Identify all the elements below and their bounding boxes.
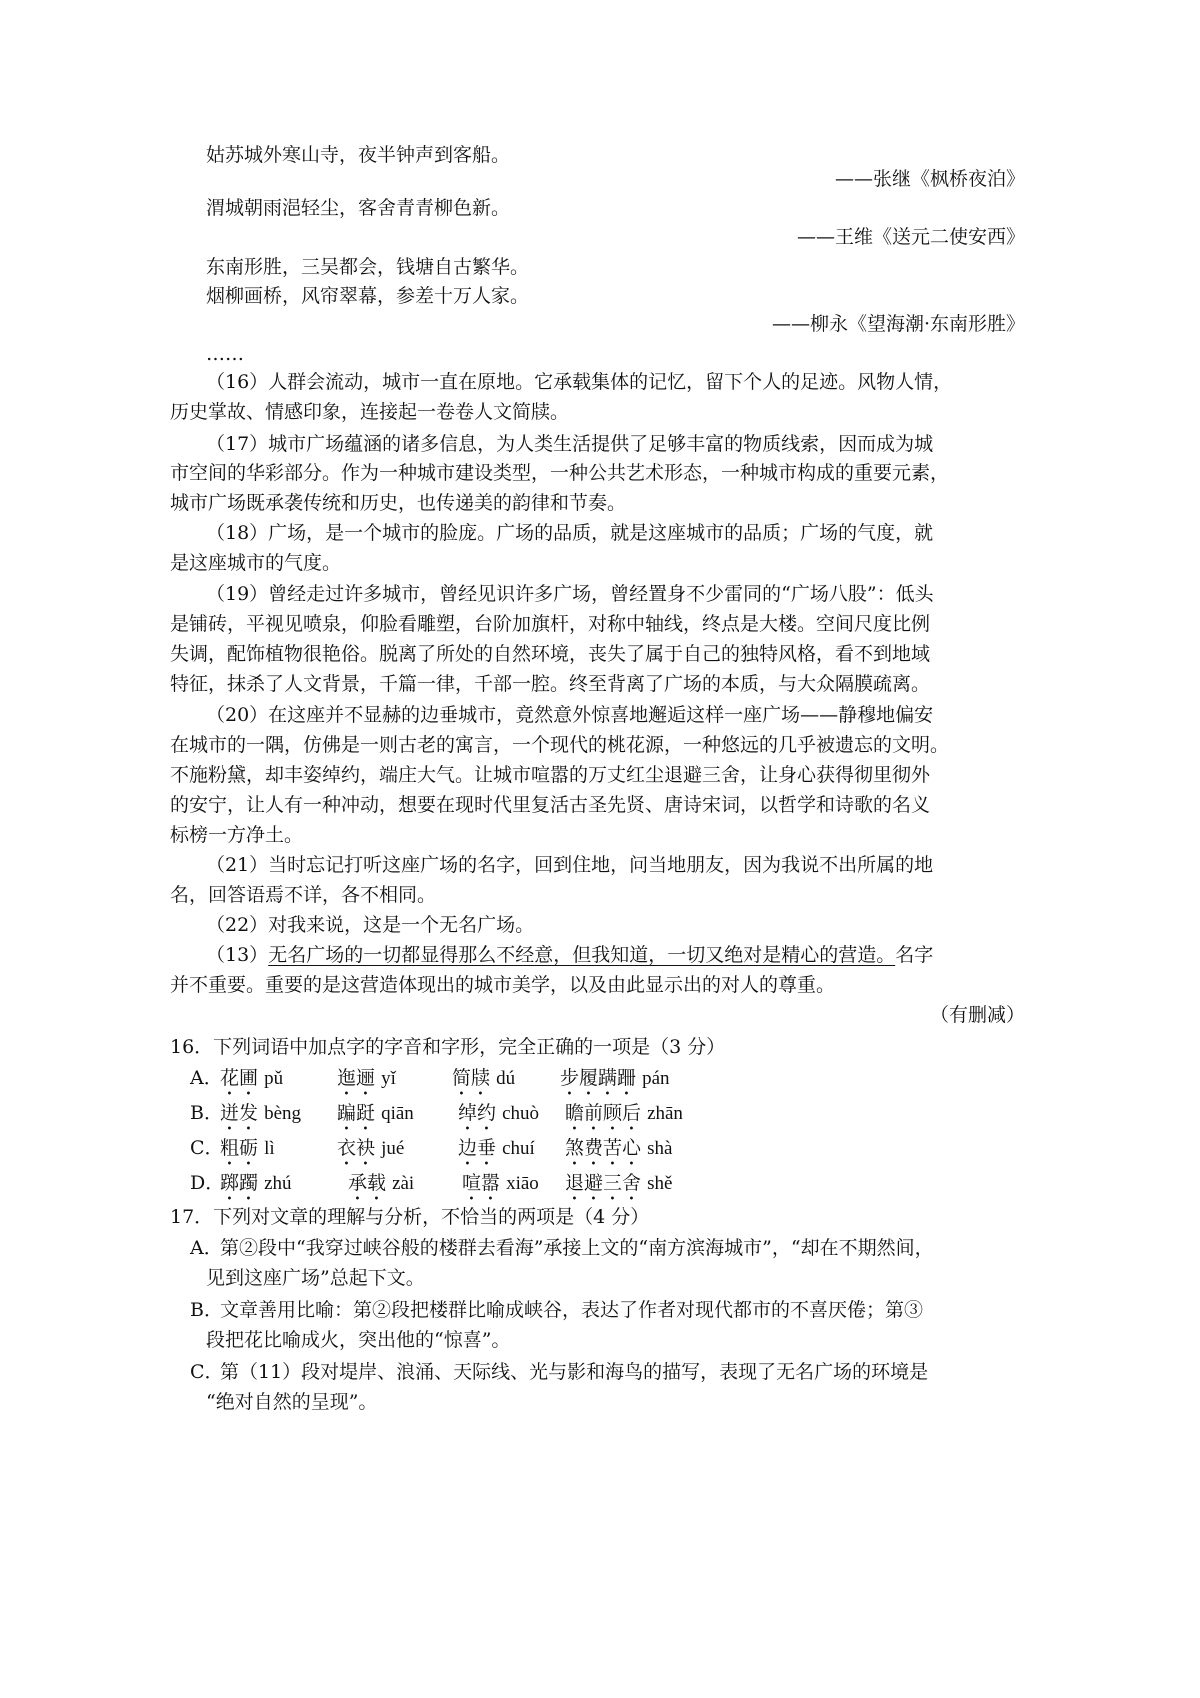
paragraph-line: （19）曾经走过许多城市，曾经见识许多广场，曾经置身不少雷同的“广场八股”：低头 <box>206 583 934 605</box>
paragraph-line: （21）当时忘记打听这座广场的名字，回到住地，问当地朋友，因为我说不出所属的地 <box>206 854 934 876</box>
poem-line: 东南形胜，三吴都会，钱塘自古繁华。 <box>206 256 530 278</box>
abridged-note: （有删减） <box>929 1004 1025 1026</box>
paragraph-line: 历史掌故、情感印象，连接起一卷卷人文简牍。 <box>170 401 570 423</box>
paragraph-line: 并不重要。重要的是这营造体现出的城市美学，以及由此显示出的对人的尊重。 <box>170 974 836 996</box>
paragraph-text: 名字 <box>895 944 934 966</box>
option-item: 踯躅 zhú <box>220 1172 292 1194</box>
paragraph-line: 市空间的华彩部分。作为一种城市建设类型，一种公共艺术形态，一种城市构成的重要元素， <box>170 462 950 484</box>
option-item: 迸发 bèng <box>220 1102 301 1124</box>
option-text: 见到这座广场”总起下文。 <box>206 1267 425 1289</box>
paragraph-line <box>206 941 933 969</box>
option-item: 衣袂 jué <box>337 1137 405 1159</box>
paragraph-line: 特征，抹杀了人文背景，千篇一律，千部一腔。终至背离了广场的本质，与大众隔膜疏离。 <box>170 673 931 695</box>
poem-line: 姑苏城外寒山寺，夜半钟声到客船。 <box>206 144 511 166</box>
option-label: C． <box>190 1137 224 1159</box>
option-text: “绝对自然的呈现”。 <box>206 1391 378 1413</box>
option-label: B． <box>190 1299 223 1321</box>
option-item: 绰约 chuò <box>458 1102 539 1124</box>
option-text: 第②段中“我穿过峡谷般的楼群去看海”承接上文的“南方滨海城市”，“却在不期然间， <box>220 1237 934 1259</box>
paragraph-line: （17）城市广场蕴涵的诸多信息，为人类生活提供了足够丰富的物质线索，因而成为城 <box>206 433 934 455</box>
underlined-sentence: 无名广场的一切都显得那么不经意，但我知道，一切又绝对是精心的营造。 <box>268 944 896 966</box>
option-text: 第（11）段对堤岸、浪涌、天际线、光与影和海鸟的描写，表现了无名广场的环境是 <box>220 1361 929 1383</box>
paragraph-line: （18）广场，是一个城市的脸庞。广场的品质，就是这座城市的品质；广场的气度，就 <box>206 522 934 544</box>
option-label: D． <box>190 1172 225 1194</box>
paragraph-line: （16）人群会流动，城市一直在原地。它承载集体的记忆，留下个人的足迹。风物人情， <box>206 371 953 393</box>
poem-line: 烟柳画桥，风帘翠幕，参差十万人家。 <box>206 285 530 307</box>
paragraph-line: 名，回答语焉不详，各不相同。 <box>170 884 437 906</box>
option-label: C． <box>190 1361 224 1383</box>
option-text: 文章善用比喻：第②段把楼群比喻成峡谷，表达了作者对现代都市的不喜厌倦；第③ <box>220 1299 924 1321</box>
paragraph-line: 不施粉黛，却丰姿绰约，端庄大气。让城市喧嚣的万丈红尘退避三舍，让身心获得彻里彻外 <box>170 764 931 786</box>
paragraph-line: 是这座城市的气度。 <box>170 552 342 574</box>
option-item: 瞻前顾后 zhān <box>565 1102 683 1124</box>
option-item: 简牍 dú <box>452 1067 516 1089</box>
paragraph-line: 标榜一方净土。 <box>170 824 304 846</box>
option-item: 喧嚣 xiāo <box>462 1172 539 1194</box>
question-16-stem: 16．下列词语中加点字的字音和字形，完全正确的一项是（3 分） <box>170 1036 726 1058</box>
paragraph-number: （13） <box>206 944 269 966</box>
option-item: 承载 zài <box>348 1172 415 1194</box>
option-item: 步履蹒跚 pán <box>560 1067 670 1089</box>
paragraph-line: 城市广场既承袭传统和历史，也传递美的韵律和节奏。 <box>170 492 627 514</box>
paragraph-line: 失调，配饰植物很艳俗。脱离了所处的自然环境，丧失了属于自己的独特风格，看不到地域 <box>170 643 931 665</box>
paragraph-line: 在城市的一隅，仿佛是一则古老的寓言，一个现代的桃花源，一种悠远的几乎被遗忘的文明。 <box>170 734 950 756</box>
option-label: A． <box>190 1237 223 1259</box>
option-item: 退避三舍 shě <box>565 1172 673 1194</box>
option-item: 煞费苦心 shà <box>565 1137 673 1159</box>
poem-source: ——张继《枫桥夜泊》 <box>834 168 1025 190</box>
question-17-stem: 17．下列对文章的理解与分析，不恰当的两项是（4 分） <box>170 1206 650 1228</box>
poem-source: ——柳永《望海潮·东南形胜》 <box>771 313 1025 335</box>
option-item: 边垂 chuí <box>458 1137 535 1159</box>
option-item: 蹁跹 qiān <box>337 1102 414 1124</box>
paragraph-line: （22）对我来说，这是一个无名广场。 <box>206 914 535 936</box>
option-label: A． <box>190 1067 223 1089</box>
option-item: 粗砺 lì <box>220 1137 275 1159</box>
paragraph-line: 的安宁，让人有一种冲动，想要在现时代里复活古圣先贤、唐诗宋词，以哲学和诗歌的名义 <box>170 794 931 816</box>
paragraph-line: 是铺砖，平视见喷泉，仰脸看雕塑，台阶加旗杆，对称中轴线，终点是大楼。空间尺度比例 <box>170 613 931 635</box>
poem-source: ——王维《送元二使安西》 <box>796 226 1025 248</box>
ellipsis: …… <box>206 343 244 365</box>
option-item: 迤逦 yǐ <box>337 1067 396 1089</box>
option-label: B． <box>190 1102 223 1124</box>
option-item: 花圃 pǔ <box>220 1067 284 1089</box>
poem-line: 渭城朝雨浥轻尘，客舍青青柳色新。 <box>206 197 511 219</box>
option-text: 段把花比喻成火，突出他的“惊喜”。 <box>206 1329 511 1351</box>
paragraph-line: （20）在这座并不显赫的边垂城市，竟然意外惊喜地邂逅这样一座广场——静穆地偏安 <box>206 704 934 726</box>
